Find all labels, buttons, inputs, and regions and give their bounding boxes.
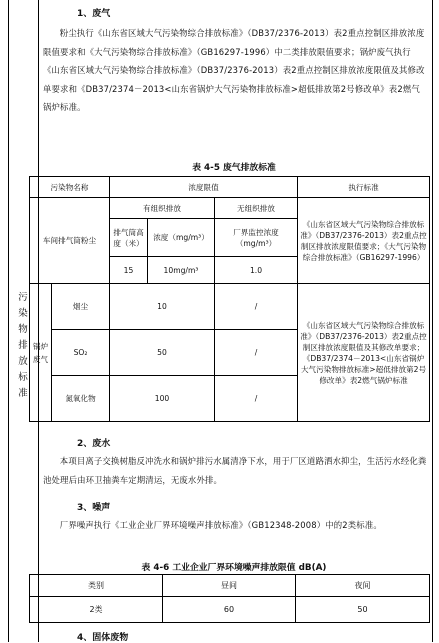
row-nox-value: 100 [110,376,215,422]
section-4-title: 4、固体废物 [77,633,129,643]
table-4-5-caption: 表 4-5 废气排放标准 [192,163,276,173]
boiler-label: 锅炉废气 [30,284,52,422]
table-4-6-caption: 表 4-6 工业企业厂界环境噪声排放限值 dB(A) [141,563,327,573]
section-1-title: 1、废气 [77,9,111,19]
header-conc: 浓度（mg/m³） [148,219,215,257]
noise-class: 2类 [30,597,163,623]
row-soot-value: 10 [110,284,215,330]
noise-night: 50 [296,597,430,623]
header-boundary: 厂界监控浓度（mg/m³） [215,219,298,257]
section-3-title: 3、噪声 [77,503,111,513]
boiler-standard: 《山东省区域大气污染物综合排放标准》（DB37/2376-2013）表2重点控制区排放浓度限值及其修改单要求；《DB37/2374－2013<山东省锅炉大气污染物排放标准>超低排放第2号修改单》表2燃气锅炉标准 [298,284,430,422]
section-2-title: 2、废水 [77,439,111,449]
row-soot-slash: / [215,284,298,330]
row-so2-name: SO₂ [52,330,110,376]
side-label: 污染物排放标准 [18,292,28,399]
noise-table [29,574,430,623]
row-so2-value: 50 [110,330,215,376]
section-2-paragraph: 本项目离子交换树脂反冲洗水和锅炉排污水属清净下水，用于厂区道路洒水抑尘，生活污水经化粪池处理后由环卫抽粪车定期清运，无废水外排。 [43,456,427,485]
header-unorganized: 无组织排放 [215,198,298,219]
row-so2-slash: / [215,330,298,376]
header-day: 昼间 [163,575,296,597]
section-1-paragraph: 粉尘执行《山东省区域大气污染物综合排放标准》（DB37/2376-2013）表2重点控制区排放浓度限值要求和《大气污染物综合排放标准》（GB16297-1996）中二类排放限值要求；锅炉废气执行《山东省区域大气污染物综合排放标准》（DB37/2376-2013）表2重点控制区排放浓度限值及其修改单要求和《DB37/2374－2013<山东省锅炉大气污染物排放标准>超低排放第2号修改单》表2燃气锅炉标准。 [43,28,425,113]
dust-height: 15 [110,257,148,284]
section-3-paragraph: 厂界噪声执行《工业企业厂界环境噪声排放标准》（GB12348-2008）中的2类标准。 [59,520,382,530]
noise-day: 60 [163,597,296,623]
content-column [32,0,429,643]
header-standard: 执行标准 [298,177,430,198]
dust-standard: 《山东省区域大气污染物综合排放标准》（DB37/2376-2013）表2重点控制区排放浓度限值要求；《大气污染物综合排放标准》（GB16297-1996） [298,198,430,284]
row-soot-name: 烟尘 [52,284,110,330]
row-nox-name: 氮氧化物 [52,376,110,422]
header-pollutant: 污染物名称 [30,177,110,198]
header-height: 排气筒高度（米） [110,219,148,257]
dust-conc: 10mg/m³ [148,257,215,284]
row-nox-slash: / [215,376,298,422]
header-class: 类别 [30,575,163,597]
dust-name: 车间排气筒粉尘 [30,198,110,284]
header-organized: 有组织排放 [110,198,215,219]
header-limit: 浓度限值 [110,177,298,198]
dust-boundary: 1.0 [215,257,298,284]
page-frame [8,0,433,642]
emission-table [29,176,430,422]
header-night: 夜间 [296,575,430,597]
